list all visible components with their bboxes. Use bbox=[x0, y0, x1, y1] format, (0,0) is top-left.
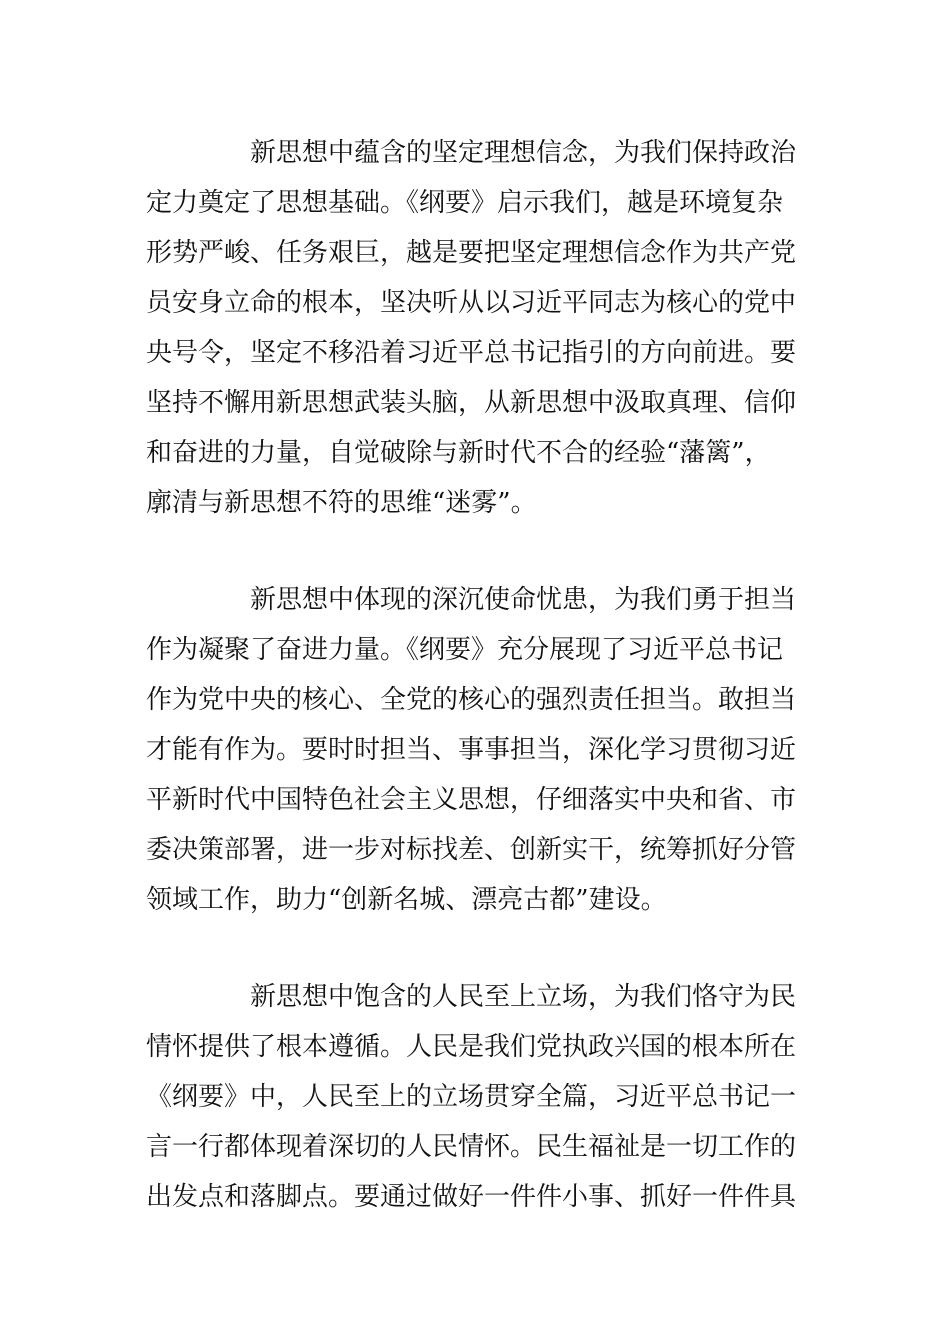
paragraph-line: 新思想中饱含的人民至上立场，为我们恪守为民 bbox=[250, 982, 797, 1012]
paragraph-line: 定力奠定了思想基础。《纲要》启示我们，越是环境复杂 bbox=[146, 188, 784, 218]
paragraph-line: 新思想中体现的深沉使命忧患，为我们勇于担当 bbox=[250, 585, 797, 615]
paragraph-line: 情怀提供了根本遵循。人民是我们党执政兴国的根本所在 bbox=[146, 1032, 797, 1062]
paragraph-line: 《纲要》中，人民至上的立场贯穿全篇，习近平总书记一 bbox=[146, 1082, 797, 1112]
paragraph-line: 委决策部署，进一步对标找差、创新实干，统筹抓好分管 bbox=[146, 835, 797, 865]
paragraph-mission bbox=[146, 575, 816, 925]
paragraph-line: 作为党中央的核心、全党的核心的强烈责任担当。敢担当 bbox=[146, 685, 797, 715]
paragraph-line: 员安身立命的根本，坚决听从以习近平同志为核心的党中 bbox=[146, 288, 797, 318]
paragraph-people bbox=[146, 972, 816, 1222]
paragraph-line: 平新时代中国特色社会主义思想，仔细落实中央和省、市 bbox=[146, 785, 797, 815]
paragraph-line: 领域工作，助力“创新名城、漂亮古都”建设。 bbox=[146, 885, 667, 915]
paragraph-line: 央号令，坚定不移沿着习近平总书记指引的方向前进。要 bbox=[146, 338, 797, 368]
paragraph-line: 言一行都体现着深切的人民情怀。民生福祉是一切工作的 bbox=[146, 1132, 797, 1162]
paragraph-line: 形势严峻、任务艰巨，越是要把坚定理想信念作为共产党 bbox=[146, 238, 797, 268]
paragraph-line: 才能有作为。要时时担当、事事担当，深化学习贯彻习近 bbox=[146, 735, 797, 765]
paragraph-line: 作为凝聚了奋进力量。《纲要》充分展现了习近平总书记 bbox=[146, 635, 784, 665]
paragraph-line: 和奋进的力量，自觉破除与新时代不合的经验“藩篱”， bbox=[146, 438, 771, 468]
paragraph-ideals bbox=[146, 128, 816, 528]
paragraph-line: 新思想中蕴含的坚定理想信念，为我们保持政治 bbox=[250, 138, 797, 168]
paragraph-line: 坚持不懈用新思想武装头脑，从新思想中汲取真理、信仰 bbox=[146, 388, 797, 418]
paragraph-line: 廓清与新思想不符的思维“迷雾”。 bbox=[146, 488, 537, 518]
paragraph-line: 出发点和落脚点。要通过做好一件件小事、抓好一件件具 bbox=[146, 1182, 797, 1212]
